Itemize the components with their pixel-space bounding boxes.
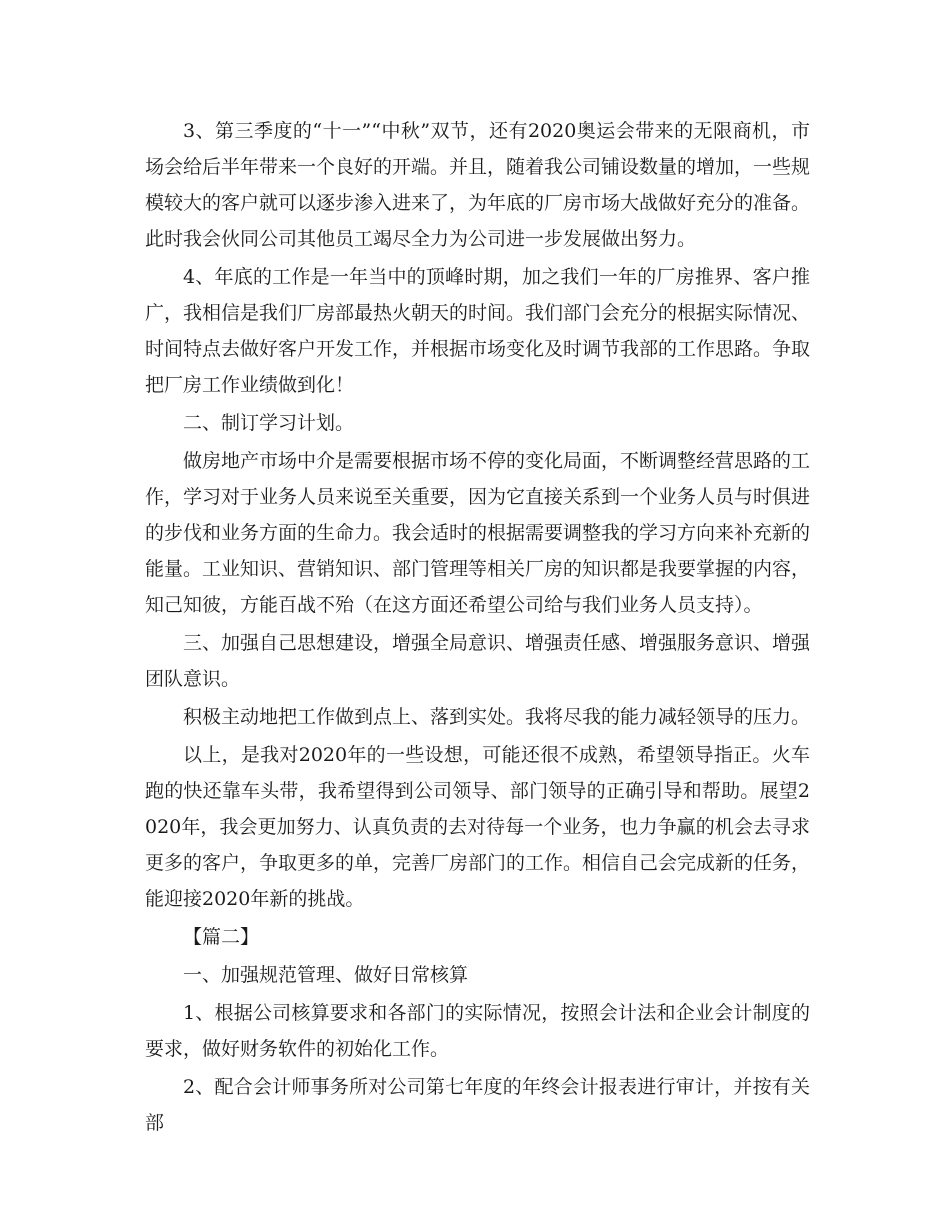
paragraph-software-init: 1、根据公司核算要求和各部门的实际情况，按照会计法和企业会计制度的要求，做好财务软件的初始化工作。 [145,1002,810,1060]
section-heading-study-plan: 二、制订学习计划。 [183,412,355,434]
paragraph-audit: 2、配合会计师事务所对公司第七年度的年终会计报表进行审计，并按有关部 [145,1076,810,1134]
paragraph-study-plan: 做房地产市场中介是需要根据市场不停的变化局面，不断调整经营思路的工作，学习对于业务人员来说至关重要，因为它直接关系到一个业务人员与时俱进的步伐和业务方面的生命力。我会适时的根据需要调整我的学习方向来补充新的能量。工业知识、营销知识、部门管理等相关厂房的知识都是我要掌握的内容，知己知彼，方能百战不殆（在这方面还希望公司给与我们业务人员支持）。 [145,450,811,616]
article-heading-part-two: 【篇二】 [183,926,260,948]
paragraph-proactive-work: 积极主动地把工作做到点上、落到实处。我将尽我的能力减轻领导的压力。 [183,706,811,728]
section-heading-standard-management: 一、加强规范管理、做好日常核算 [183,964,469,986]
paragraph-year-end-plan: 4、年底的工作是一年当中的顶峰时期，加之我们一年的厂房推界、客户推广，我相信是我们厂房部最热火朝天的时间。我们部门会充分的根据实际情况、时间特点去做好客户开发工作，并根据市场变化及时调节我部的工作思路。争取把厂房工作业绩做到化！ [145,266,811,396]
document-body [145,113,810,1143]
paragraph-conclusion: 以上，是我对2020年的一些设想，可能还很不成熟，希望领导指正。火车跑的快还靠车头带，我希望得到公司领导、部门领导的正确引导和帮助。展望2020年，我会更加努力、认真负责的去对待每一个业务，也力争赢的机会去寻求更多的客户，争取更多的单，完善厂房部门的工作。相信自己会完成新的任务，能迎接2020年新的挑战。 [145,744,811,910]
section-heading-thought-building: 三、加强自己思想建设，增强全局意识、增强责任感、增强服务意识、增强团队意识。 [145,632,811,690]
paragraph-q3-plan: 3、第三季度的“十一”“中秋”双节，还有2020奥运会带来的无限商机，市场会给后半年带来一个良好的开端。并且，随着我公司铺设数量的增加，一些规模较大的客户就可以逐步渗入进来了，为年底的厂房市场大战做好充分的准备。此时我会伙同公司其他员工竭尽全力为公司进一步发展做出努力。 [145,120,811,250]
